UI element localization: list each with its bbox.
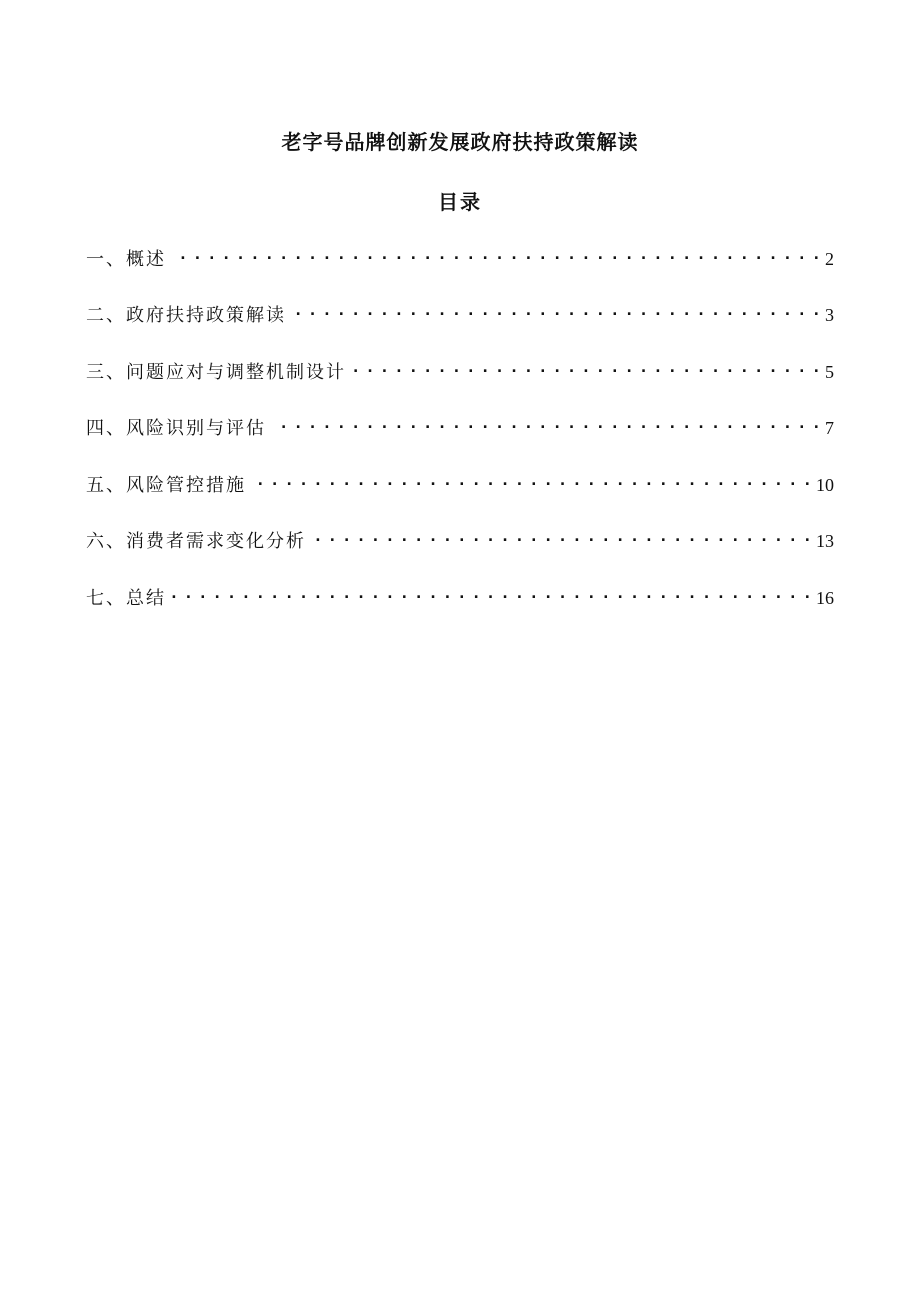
table-of-contents [86, 243, 834, 639]
toc-entry-page-number: 5 [825, 361, 834, 382]
toc-entry-overview[interactable] [86, 243, 834, 300]
toc-dot-leader [312, 526, 812, 548]
toc-entry-summary[interactable] [86, 582, 834, 639]
toc-entry-label: 四、风险识别与评估 [86, 418, 266, 440]
toc-entry-risk-control[interactable] [86, 469, 834, 526]
toc-entry-label: 三、问题应对与调整机制设计 [86, 361, 346, 383]
toc-entry-policy-interpretation[interactable] [86, 300, 834, 357]
toc-entry-consumer-demand[interactable] [86, 526, 834, 583]
toc-entry-label: 一、概述 [86, 248, 166, 270]
toc-entry-page-number: 16 [816, 587, 834, 608]
toc-entry-label: 七、总结 [86, 587, 166, 609]
toc-entry-page-number: 7 [825, 418, 834, 439]
toc-entry-page-number: 2 [825, 248, 834, 269]
toc-entry-response-mechanism[interactable] [86, 356, 834, 413]
document-title: 老字号品牌创新发展政府扶持政策解读 [281, 130, 639, 154]
toc-entry-risk-identification[interactable] [86, 413, 834, 470]
toc-entry-page-number: 10 [816, 474, 834, 495]
toc-dot-leader [292, 300, 821, 322]
toc-entry-label: 五、风险管控措施 [86, 474, 246, 496]
toc-heading: 目录 [438, 190, 482, 214]
toc-dot-leader [272, 413, 821, 435]
toc-dot-leader [252, 469, 812, 491]
toc-dot-leader [352, 356, 821, 378]
toc-entry-page-number: 3 [825, 305, 834, 326]
toc-dot-leader [172, 243, 821, 265]
toc-entry-label: 二、政府扶持政策解读 [86, 305, 286, 327]
toc-entry-label: 六、消费者需求变化分析 [86, 531, 306, 553]
toc-dot-leader [172, 582, 812, 604]
toc-entry-page-number: 13 [816, 531, 834, 552]
